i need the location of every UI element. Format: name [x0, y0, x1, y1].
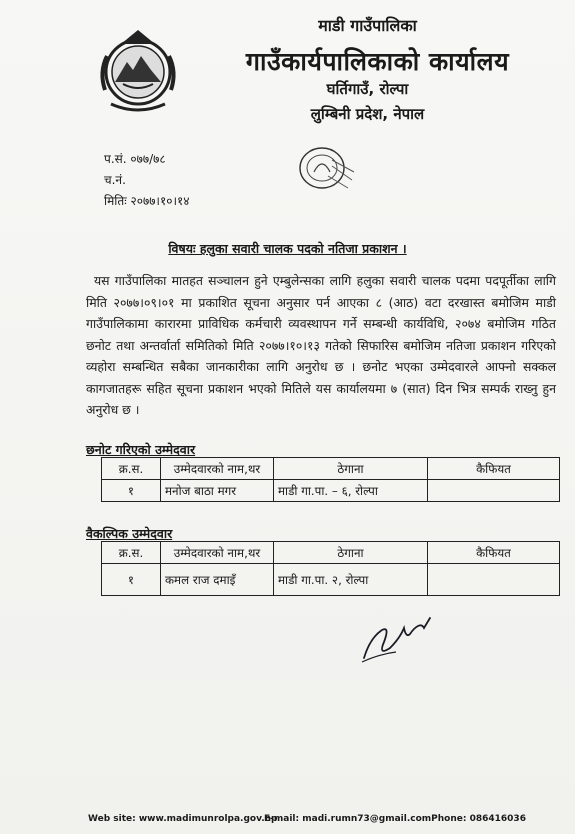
col-remarks-header: कैफियत [428, 458, 560, 480]
signature-icon [360, 608, 440, 664]
col-name-header: उम्मेदवारको नाम,थर [161, 458, 274, 480]
subject-line [0, 240, 575, 257]
subject-text: विषयः हलुका सवारी चालक पदको नतिजा प्रकाशन । [168, 241, 407, 256]
col-serial-header: क्र.स. [102, 458, 161, 480]
remarks-cell [428, 480, 560, 502]
address-cell: माडी गा.पा. – ६, रोल्पा [274, 480, 428, 502]
table-row [102, 564, 560, 596]
dispatch-number: च.नं. [104, 173, 126, 187]
municipality-name: माडी गाउँपालिका [318, 16, 417, 35]
col-remarks-header: कैफियत [428, 542, 560, 564]
col-address-header: ठेगाना [274, 458, 428, 480]
reference-number: प.सं. ०७७/७८ [104, 152, 166, 166]
serial-cell: १ [102, 564, 161, 596]
selected-candidate-table [101, 457, 560, 502]
address-cell: माडी गा.पा. २, रोल्पा [274, 564, 428, 596]
table-header-row [102, 458, 560, 480]
province-name: लुम्बिनी प्रदेश, नेपाल [310, 105, 425, 123]
table-header-row [102, 542, 560, 564]
office-location: घर्तिगाउँ, रोल्पा [326, 80, 409, 98]
footer-website: Web site: www.madimunrolpa.gov.np [88, 814, 278, 824]
footer-contact: E-mail: madi.rumn73@gmail.comPhone: 086416036 [264, 814, 526, 824]
table-row [102, 480, 560, 502]
alternate-candidate-table [101, 541, 560, 596]
col-serial-header: क्र.स. [102, 542, 161, 564]
col-address-header: ठेगाना [274, 542, 428, 564]
candidate-name-cell: कमल राज दमाइँ [161, 564, 274, 596]
office-stamp-icon [292, 142, 362, 196]
notice-body: यस गाउँपालिका मातहत सञ्चालन हुने एम्बुलेन्सका लागि हलुका सवारी चालक पदमा पदपूर्तीका लागि मिति २०७७।०९।०१ मा प्रकाशित सूचना अनुसार पर्न आएका ८ (आठ) वटा दरखास्त बमोजिम माडी गाउँपालिकामा कारारमा प्राविधिक कर्मचारी व्यवस्थापन गर्ने सम्बन्धी कार्यविधि, २०७४ बमोजिम गठित छनोट तथा अन्तर्वार्ता समितिको मिति २०७७।१०।१३ गतेको सिफारिस बमोजिम नतिजा प्रकाशन गरिएको व्यहोरा सम्बन्धित सबैका जानकारीका लागि अनुरोध छ । छनोट भएका उम्मेदवारले आफ्नो सक्कल कागजातहरू सहित सूचना प्रकाशन भएको मितिले यस कार्यालयमा ७ (सात) दिन भित्र सम्पर्क राख्नु हुन अनुरोध छ । [86, 273, 556, 417]
remarks-cell [428, 564, 560, 596]
alternate-candidate-title: वैकल्पिक उम्मेदवार [86, 526, 173, 541]
candidate-name-cell: मनोज बाठा मगर [161, 480, 274, 502]
selected-candidate-title: छनोट गरिएको उम्मेदवार [86, 442, 196, 457]
letter-date: मितिः २०७७।१०।१४ [104, 194, 190, 208]
serial-cell: १ [102, 480, 161, 502]
office-name: गाउँकार्यपालिकाको कार्यालय [245, 47, 510, 76]
col-name-header: उम्मेदवारको नाम,थर [161, 542, 274, 564]
